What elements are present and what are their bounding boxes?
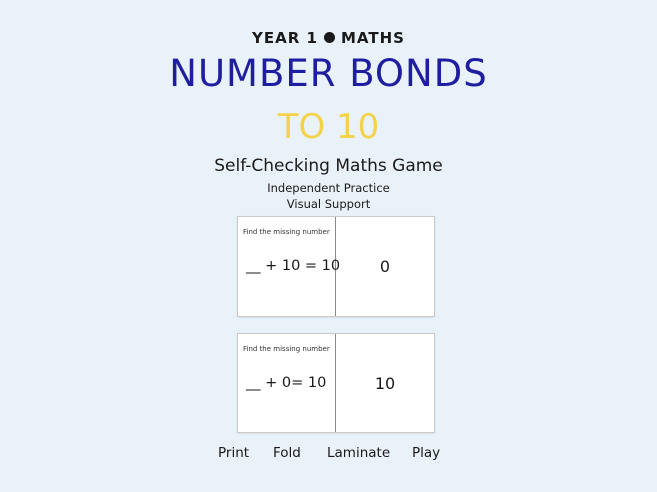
steps-row xyxy=(0,445,657,465)
page-title: NUMBER BONDS xyxy=(169,52,488,95)
step-laminate: Laminate xyxy=(327,445,391,461)
feature-independent-practice: Independent Practice xyxy=(267,181,390,195)
step-print: Print xyxy=(218,445,250,461)
card-answer: 10 xyxy=(374,374,396,393)
card-equation: __ + 0= 10 xyxy=(246,375,327,391)
card-equation: __ + 10 = 10 xyxy=(246,258,341,274)
page-subtitle: TO 10 xyxy=(277,107,380,147)
bullet-dot-icon xyxy=(324,32,335,43)
tagline: Self-Checking Maths Game xyxy=(214,156,443,176)
step-play: Play xyxy=(412,445,441,461)
card-prompt: Find the missing number xyxy=(243,228,330,236)
card-prompt: Find the missing number xyxy=(243,345,330,353)
example-card-2 xyxy=(237,333,435,433)
feature-visual-support: Visual Support xyxy=(286,197,371,211)
question-panel xyxy=(238,217,341,316)
year-label: YEAR 1 xyxy=(252,29,318,47)
question-panel xyxy=(238,334,336,432)
subject-label: MATHS xyxy=(340,29,405,47)
year-subject-heading xyxy=(0,29,657,47)
step-fold: Fold xyxy=(273,445,301,461)
card-answer: 0 xyxy=(379,257,391,276)
example-card-1 xyxy=(237,216,435,317)
